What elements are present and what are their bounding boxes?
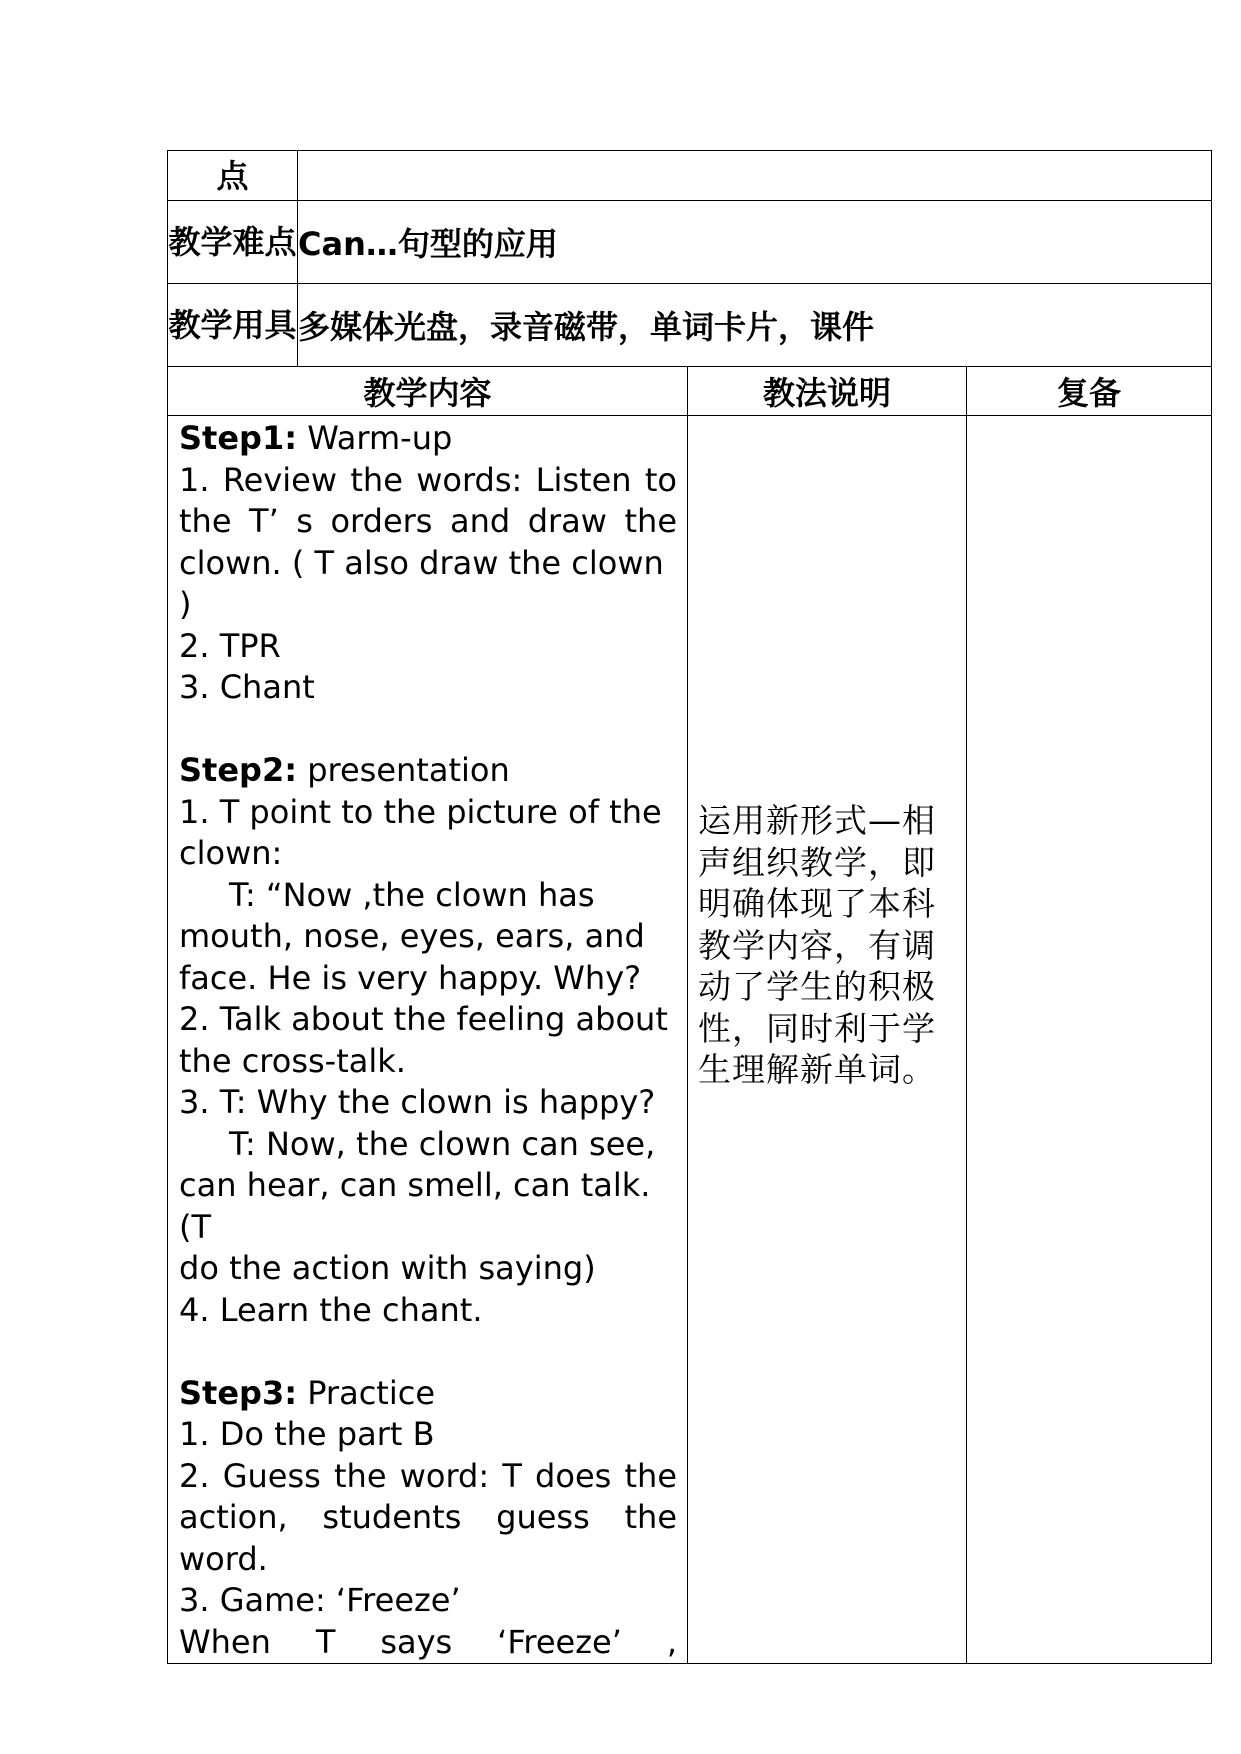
content-line: mouth, nose, eyes, ears, and [179,917,645,955]
review-cell [967,416,1212,1664]
step1-heading: Step1: Warm-up [179,419,453,457]
info-row-difficulty [168,201,1212,284]
content-line: 2. Guess the word: T does the [179,1456,677,1495]
content-line: can hear, can smell, can talk.(T [179,1166,651,1246]
row-value [298,151,1212,201]
content-line: 3. Chant [179,668,315,706]
content-line: When T says ‘Freeze’ , [179,1622,677,1661]
row-label: 教学用具 [168,284,298,367]
content-line: 1. T point to the picture of the [179,792,662,831]
row-label: 教学难点 [168,201,298,284]
content-line: face. He is very happy. Why? [179,958,642,997]
content-line: action, students guess the [179,1498,677,1536]
method-cell [688,416,967,1664]
row-value: Can…句型的应用 [298,201,1212,284]
content-line: clown: [179,834,283,872]
content-line: word. [179,1539,268,1578]
teaching-content [168,416,688,1664]
content-line: T: “Now ,the clown has [229,875,595,914]
content-line: 2. Talk about the feeling about [179,1000,668,1038]
content-line: 4. Learn the chant. [179,1290,483,1329]
content-line: 1. Do the part B [179,1415,435,1453]
row-label: 点 [168,151,298,201]
content-line: 3. T: Why the clown is happy? [179,1083,656,1121]
header-content: 教学内容 [168,367,688,416]
column-header-row [168,367,1212,416]
content-line: the T’ s orders and draw the [179,502,677,540]
step2-heading: Step2: presentation [179,751,510,789]
step3-heading: Step3: Practice [179,1373,435,1412]
header-review: 复备 [967,367,1212,416]
content-line: clown. ( T also draw the clown ) [179,543,664,623]
content-line: do the action with saying) [179,1249,596,1287]
header-method: 教法说明 [688,367,967,416]
content-line: the cross-talk. [179,1041,406,1080]
content-line: 2. TPR [179,626,281,665]
content-line: 1. Review the words: Listen to [179,460,677,499]
info-row-focus [168,151,1212,201]
content-line: 3. Game: ‘Freeze’ [179,1581,461,1619]
content-row [168,416,1212,1664]
row-value: 多媒体光盘，录音磁带，单词卡片，课件 [298,284,1212,367]
content-line: T: Now, the clown can see, [229,1124,656,1163]
blank-line [179,709,677,751]
lesson-plan-table [167,150,1212,1664]
method-note: 运用新形式—相声组织教学，即明确体现了本科教学内容，有调动了学生的积极性，同时利于学生理解新单词。 [698,801,936,1089]
blank-line [179,1331,677,1373]
info-row-tools [168,284,1212,367]
